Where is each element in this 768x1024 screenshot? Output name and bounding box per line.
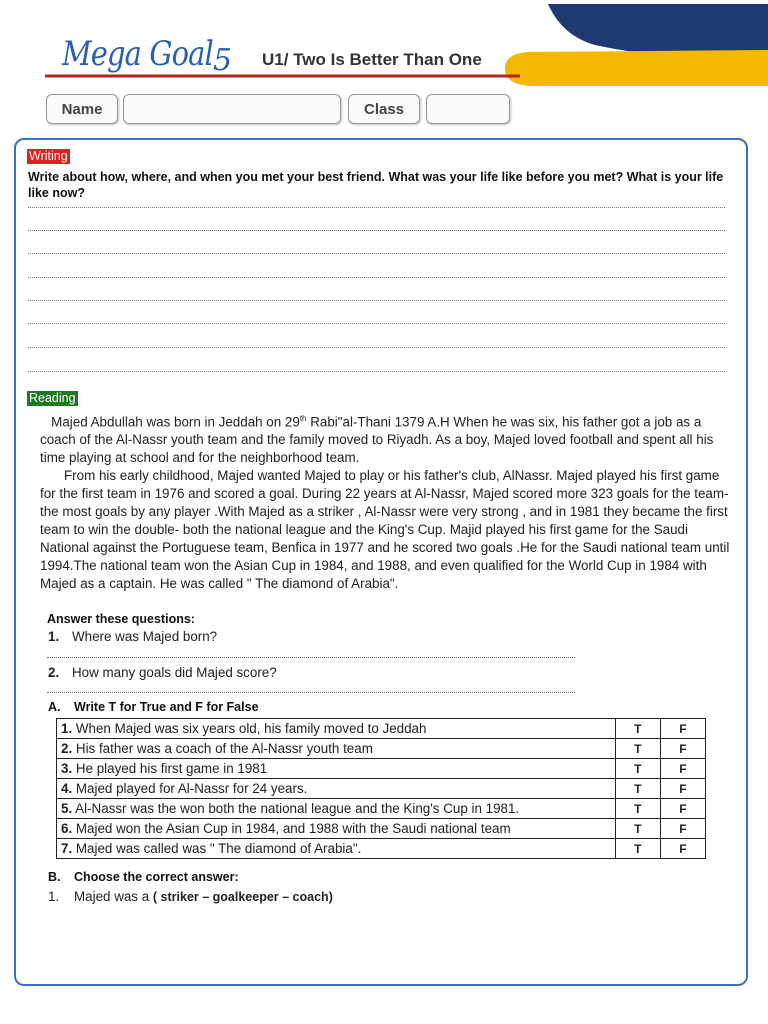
choose-options[interactable]: ( striker – goalkeeper – coach) — [152, 890, 333, 904]
writing-line[interactable] — [28, 371, 725, 372]
true-option[interactable]: T — [615, 799, 660, 819]
false-option[interactable]: F — [660, 839, 705, 859]
answer-line-2[interactable] — [47, 692, 575, 693]
writing-prompt: Write about how, where, and when you met your best friend. What was your life like before you met? What is your life like now? — [28, 170, 724, 200]
false-option[interactable]: F — [660, 799, 705, 819]
true-option[interactable]: T — [615, 819, 660, 839]
true-false-row — [57, 739, 706, 759]
true-option[interactable]: T — [615, 779, 660, 799]
writing-line[interactable] — [28, 300, 725, 301]
true-false-row — [57, 799, 706, 819]
statement-cell: 6. Majed won the Asian Cup in 1984, and 1988 with the Saudi national team — [57, 819, 616, 839]
false-option[interactable]: F — [660, 739, 705, 759]
unit-title: U1/ Two Is Better Than One — [262, 50, 482, 69]
statement-cell: 2. His father was a coach of the Al-Nassr youth team — [57, 739, 616, 759]
questions-heading: Answer these questions: — [47, 612, 195, 626]
question-2: 2. How many goals did Majed score? — [48, 665, 277, 680]
false-option[interactable]: F — [660, 719, 705, 739]
false-option[interactable]: F — [660, 759, 705, 779]
true-option[interactable]: T — [615, 839, 660, 859]
statement-cell: 5. Al-Nassr was the won both the national league and the King's Cup in 1981. — [57, 799, 616, 819]
true-false-row — [57, 819, 706, 839]
true-option[interactable]: T — [615, 719, 660, 739]
writing-line[interactable] — [28, 323, 725, 324]
reading-tag: Reading — [29, 391, 76, 405]
writing-line[interactable] — [28, 230, 725, 231]
true-false-row — [57, 759, 706, 779]
writing-line[interactable] — [28, 253, 725, 254]
statement-cell: 3. He played his first game in 1981 — [57, 759, 616, 779]
true-false-row — [57, 839, 706, 859]
class-label: Class — [348, 94, 420, 124]
true-false-heading: A. Write T for True and F for False — [48, 700, 259, 714]
choose-item-1: 1. Majed was a ( striker – goalkeeper – coach) — [48, 889, 333, 904]
false-option[interactable]: F — [660, 779, 705, 799]
passage-paragraph-2: From his early childhood, Majed wanted Majed to play or his father's club, AlNassr. Majed played his first game for the first team in 1976 and scored a goal. During 22 years at Al-Nassr, Majed scored more 323 goals for the team- the most goals by any player .With Majed as a striker , Al-Nassr were very strong , and in 1981 they became the first team to win the double- both the national league and the King's Cup. Majid played his first game for the Saudi National against the Portuguese team, Benfica in 1977 and he scored two goals .He for the Saudi national team until 1994.The national team won the Asian Cup in 1984, and 1988, and even qualified for the World Cup in 1984 with Majed as a captain. He was called " The diamond of Arabia". — [40, 468, 730, 592]
writing-tag: Writing — [29, 149, 68, 163]
name-label: Name — [46, 94, 118, 124]
statement-cell: 4. Majed played for Al-Nassr for 24 years. — [57, 779, 616, 799]
writing-line[interactable] — [28, 207, 725, 208]
choose-heading: B. Choose the correct answer: — [48, 870, 239, 884]
class-field[interactable] — [426, 94, 510, 124]
true-option[interactable]: T — [615, 739, 660, 759]
statement-cell: 1. When Majed was six years old, his family moved to Jeddah — [57, 719, 616, 739]
footer-line — [642, 984, 724, 985]
passage-paragraph-1: Majed Abdullah was born in Jeddah on 29th Rabi"al-Thani 1379 A.H When he was six, his father got a job as a coach of the Al-Nassr youth team and the family moved to Riyadh. As a boy, Majed loved football and spent all his time playing at school and for the neighborhood team. — [40, 414, 714, 466]
writing-line[interactable] — [28, 277, 725, 278]
true-false-row — [57, 719, 706, 739]
question-1: 1. Where was Majed born? — [48, 629, 218, 644]
true-option[interactable]: T — [615, 759, 660, 779]
statement-cell: 7. Majed was called was " The diamond of Arabia". — [57, 839, 616, 859]
page-header — [0, 0, 768, 135]
writing-line[interactable] — [28, 347, 725, 348]
logo-number: 5 — [213, 43, 233, 78]
true-false-row — [57, 779, 706, 799]
false-option[interactable]: F — [660, 819, 705, 839]
answer-line-1[interactable] — [47, 657, 575, 658]
logo-text: Mega Goal — [62, 34, 213, 74]
name-field[interactable] — [123, 94, 341, 124]
reading-passage — [40, 410, 736, 593]
true-false-table — [56, 718, 706, 859]
